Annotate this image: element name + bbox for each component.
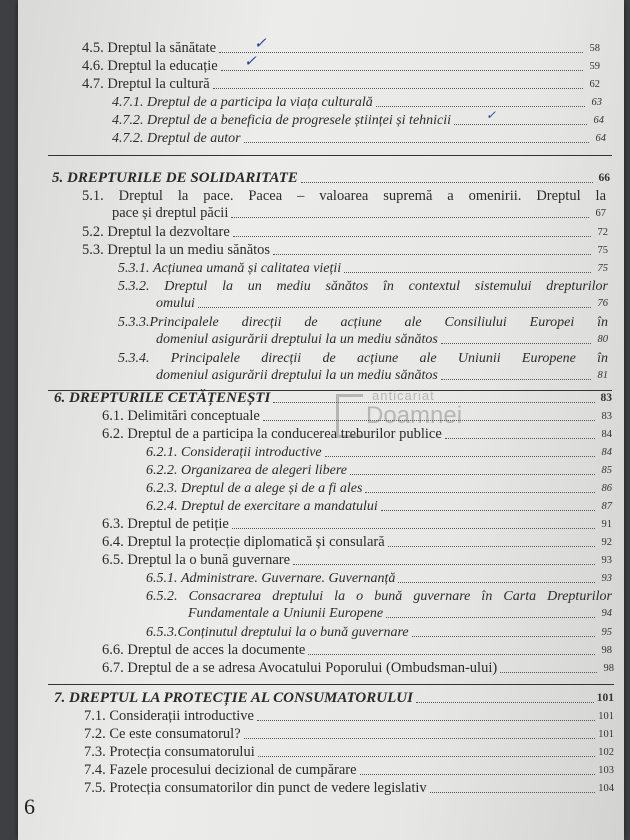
toc-entry-page: 75 (597, 263, 608, 274)
section-divider (48, 684, 614, 685)
toc-entry-4-7-2-b (112, 130, 606, 147)
toc-entry-num: 4.7.1. (112, 95, 144, 110)
toc-entry-6-2-3 (146, 480, 612, 497)
toc-entry-page: 91 (601, 519, 612, 530)
toc-entry-page: 63 (591, 97, 602, 108)
toc-entry-num: 5.3.4. (118, 351, 150, 366)
toc-entry-5-3-4 (118, 350, 608, 384)
toc-entry-num: 7.1. (84, 708, 106, 724)
toc-entry-num: 6.2.2. (146, 463, 178, 478)
toc-entry-title: Fazele procesului decizional de cumpărare (109, 762, 357, 778)
toc-entry-num: 7.3. (84, 744, 106, 760)
toc-entry-5-3-1 (118, 260, 608, 277)
toc-entry-page: 64 (593, 115, 604, 126)
toc-entry-title: Dreptul de a beneficia de progresele științei și tehnicii (147, 113, 452, 128)
toc-entry-title: Protecția consumatorilor din punct de vedere legislativ (109, 780, 427, 796)
toc-entry-6-2-1 (146, 444, 612, 461)
toc-entry-num: 4.7.2. (112, 131, 144, 146)
toc-entry-title-line1: Dreptul la un mediu sănătos în contextul sistemului drepturilor (164, 279, 608, 294)
watermark-line1: anticariat (372, 388, 435, 403)
toc-entry-6-1 (102, 408, 612, 425)
toc-entry-num: 6.2.4. (146, 499, 178, 514)
toc-entry-title: Considerații introductive (181, 445, 322, 460)
toc-entry-page: 81 (597, 370, 608, 381)
toc-entry-title-line2: Fundamentale a Uniunii Europene (188, 606, 384, 621)
toc-entry-num: 6.2.3. (146, 481, 178, 496)
toc-entry-num: 6.7. (102, 660, 124, 676)
toc-entry-title-line2: domeniul asigurării dreptului la un mediu sănătos (156, 368, 438, 383)
toc-entry-num: 7.5. (84, 780, 106, 796)
handwritten-check-mark: ✓ (486, 108, 497, 122)
toc-entry-page: 92 (601, 537, 612, 548)
toc-entry-6-2 (102, 426, 612, 443)
toc-entry-title: Dreptul de a alege și de a fi ales (181, 481, 363, 496)
toc-entry-page: 80 (597, 334, 608, 345)
toc-entry-6-5 (102, 552, 612, 569)
toc-entry-title-line2: domeniul asigurării dreptului la un mediu sănătos (156, 332, 438, 347)
toc-entry-num: 4.6. (82, 58, 104, 74)
handwritten-check-mark: ✓ (244, 54, 257, 70)
toc-entry-7-5 (84, 780, 614, 797)
toc-entry-page: 104 (598, 783, 614, 794)
toc-entry-5-3-2 (118, 278, 608, 312)
toc-entry-6-2-2 (146, 462, 612, 479)
toc-entry-num: 4.5. (82, 40, 104, 56)
toc-entry-page: 102 (598, 747, 614, 758)
toc-entry-5-3-3 (118, 314, 608, 348)
toc-entry-num: 5.3.3. (118, 315, 150, 330)
toc-entry-4-7-2 (112, 112, 604, 129)
toc-entry-title: Dreptul de petiție (127, 516, 229, 532)
toc-chapter-7 (54, 690, 614, 707)
toc-entry-page: 58 (589, 43, 600, 54)
toc-entry-title: Conținutul dreptului la o bună guvernare (177, 625, 409, 640)
chapter-title: 6. DREPTURILE CETĂȚENEȘTI (54, 390, 271, 406)
toc-entry-5-2 (82, 224, 608, 241)
toc-entry-7-2 (84, 726, 614, 743)
toc-entry-title: Dreptul la sănătate (107, 40, 217, 56)
toc-entry-title: Dreptul de acces la documente (127, 642, 306, 658)
toc-entry-page: 59 (589, 61, 600, 72)
toc-entry-page: 95 (601, 627, 612, 638)
toc-entry-title-line1: Principalele direcții de acțiune ale Uniunii Europene în (170, 351, 609, 366)
toc-entry-num: 6.5.3. (146, 625, 178, 640)
chapter-title: 7. DREPTUL LA PROTECȚIE AL CONSUMATORULUI (54, 690, 413, 706)
toc-entry-6-6 (102, 642, 612, 659)
toc-entry-page: 101 (598, 711, 614, 722)
toc-entry-num: 5.3.2. (118, 279, 150, 294)
toc-entry-6-5-2 (146, 588, 612, 622)
toc-chapter-6 (54, 390, 612, 407)
toc-entry-6-2-4 (146, 498, 612, 515)
toc-entry-title: Dreptul de a se adresa Avocatului Poporului (Ombudsman-ului) (127, 660, 498, 676)
chapter-title: 5. DREPTURILE DE SOLIDARITATE (52, 170, 298, 186)
toc-entry-num: 5.1. (82, 188, 104, 204)
toc-entry-5-3 (82, 242, 608, 259)
handwritten-check-mark: ✓ (254, 36, 267, 52)
toc-entry-6-5-3 (146, 624, 612, 641)
toc-entry-page: 87 (601, 501, 612, 512)
toc-entry-page: 75 (597, 245, 608, 256)
toc-entry-page: 93 (601, 555, 612, 566)
toc-entry-page: 98 (601, 645, 612, 656)
toc-entry-num: 4.7. (82, 76, 104, 92)
toc-entry-title-line1: Principalele direcții de acțiune ale Consiliului Europei în (149, 315, 608, 330)
toc-entry-title-line1: Dreptul la pace. Pacea – valoarea supremă a omenirii. Dreptul la (118, 188, 606, 204)
toc-entry-title: Dreptul de a participa la viața culturală (147, 95, 373, 110)
toc-entry-5-1 (82, 188, 606, 222)
toc-entry-title: Administrare. Guvernare. Guvernanță (181, 571, 396, 586)
toc-entry-num: 5.3. (82, 242, 104, 258)
toc-entry-page: 67 (595, 208, 606, 219)
toc-entry-page: 94 (601, 608, 612, 619)
toc-entry-title-line1: Consacrarea dreptului la o bună guvernare în Carta Drepturilor (188, 589, 612, 604)
toc-entry-title: Delimitări conceptuale (127, 408, 260, 424)
toc-entry-num: 7.4. (84, 762, 106, 778)
toc-entry-title-line2: omului (156, 296, 195, 311)
toc-entry-7-3 (84, 744, 614, 761)
toc-entry-6-7 (102, 660, 614, 677)
toc-entry-title: Ce este consumatorul? (109, 726, 241, 742)
toc-entry-page: 98 (603, 663, 614, 674)
toc-entry-num: 6.5.2. (146, 589, 178, 604)
toc-entry-title: Acțiunea umană și calitatea vieții (153, 261, 342, 276)
toc-entry-page: 103 (598, 765, 614, 776)
toc-entry-num: 6.3. (102, 516, 124, 532)
toc-chapter-5 (52, 170, 610, 187)
toc-entry-4-6 (82, 58, 600, 75)
page-number: 6 (24, 794, 35, 819)
toc-entry-page: 72 (597, 227, 608, 238)
toc-entry-title: Dreptul la protecție diplomatică și consulară (127, 534, 385, 550)
toc-entry-7-1 (84, 708, 614, 725)
toc-entry-num: 7.2. (84, 726, 106, 742)
toc-entry-title: Dreptul de a participa la conducerea treburilor publice (127, 426, 442, 442)
toc-entry-title: Dreptul la dezvoltare (107, 224, 230, 240)
toc-entry-title-line2: pace și dreptul păcii (112, 205, 229, 221)
toc-entry-page: 85 (601, 465, 612, 476)
toc-entry-page: 84 (601, 447, 612, 458)
toc-entry-num: 4.7.2. (112, 113, 144, 128)
toc-entry-title: Dreptul la educație (107, 58, 218, 74)
toc-entry-title: Dreptul la o bună guvernare (127, 552, 291, 568)
chapter-page: 83 (600, 392, 612, 404)
toc-entry-page: 83 (601, 411, 612, 422)
toc-entry-title: Protecția consumatorului (109, 744, 255, 760)
toc-entry-num: 6.4. (102, 534, 124, 550)
toc-entry-title: Dreptul la cultură (107, 76, 210, 92)
toc-entry-title: Organizarea de alegeri libere (181, 463, 348, 478)
toc-entry-title: Dreptul de autor (147, 131, 241, 146)
chapter-page: 66 (598, 172, 610, 184)
toc-entry-num: 6.5.1. (146, 571, 178, 586)
toc-entry-page: 86 (601, 483, 612, 494)
toc-entry-num: 6.6. (102, 642, 124, 658)
toc-entry-4-7-1 (112, 94, 602, 111)
toc-entry-6-5-1 (146, 570, 612, 587)
toc-entry-title: Considerații introductive (109, 708, 254, 724)
toc-entry-title: Dreptul de exercitare a mandatului (181, 499, 378, 514)
toc-entry-6-3 (102, 516, 612, 533)
toc-entry-title: Dreptul la un mediu sănătos (107, 242, 271, 258)
toc-entry-num: 6.5. (102, 552, 124, 568)
chapter-page: 101 (596, 692, 614, 704)
section-divider (48, 155, 612, 156)
toc-entry-7-4 (84, 762, 614, 779)
toc-entry-num: 5.2. (82, 224, 104, 240)
toc-entry-page: 64 (595, 133, 606, 144)
toc-entry-4-5 (82, 40, 600, 57)
toc-entry-num: 6.1. (102, 408, 124, 424)
toc-entry-page: 84 (601, 429, 612, 440)
toc-entry-num: 6.2.1. (146, 445, 178, 460)
toc-entry-4-7 (82, 76, 600, 93)
toc-entry-page: 62 (589, 79, 600, 90)
book-page (18, 0, 624, 840)
toc-entry-page: 101 (598, 729, 614, 740)
toc-entry-page: 76 (597, 298, 608, 309)
toc-entry-num: 5.3.1. (118, 261, 150, 276)
toc-entry-6-4 (102, 534, 612, 551)
toc-entry-num: 6.2. (102, 426, 124, 442)
watermark-line2: Doamnei (366, 402, 463, 429)
toc-entry-page: 93 (601, 573, 612, 584)
